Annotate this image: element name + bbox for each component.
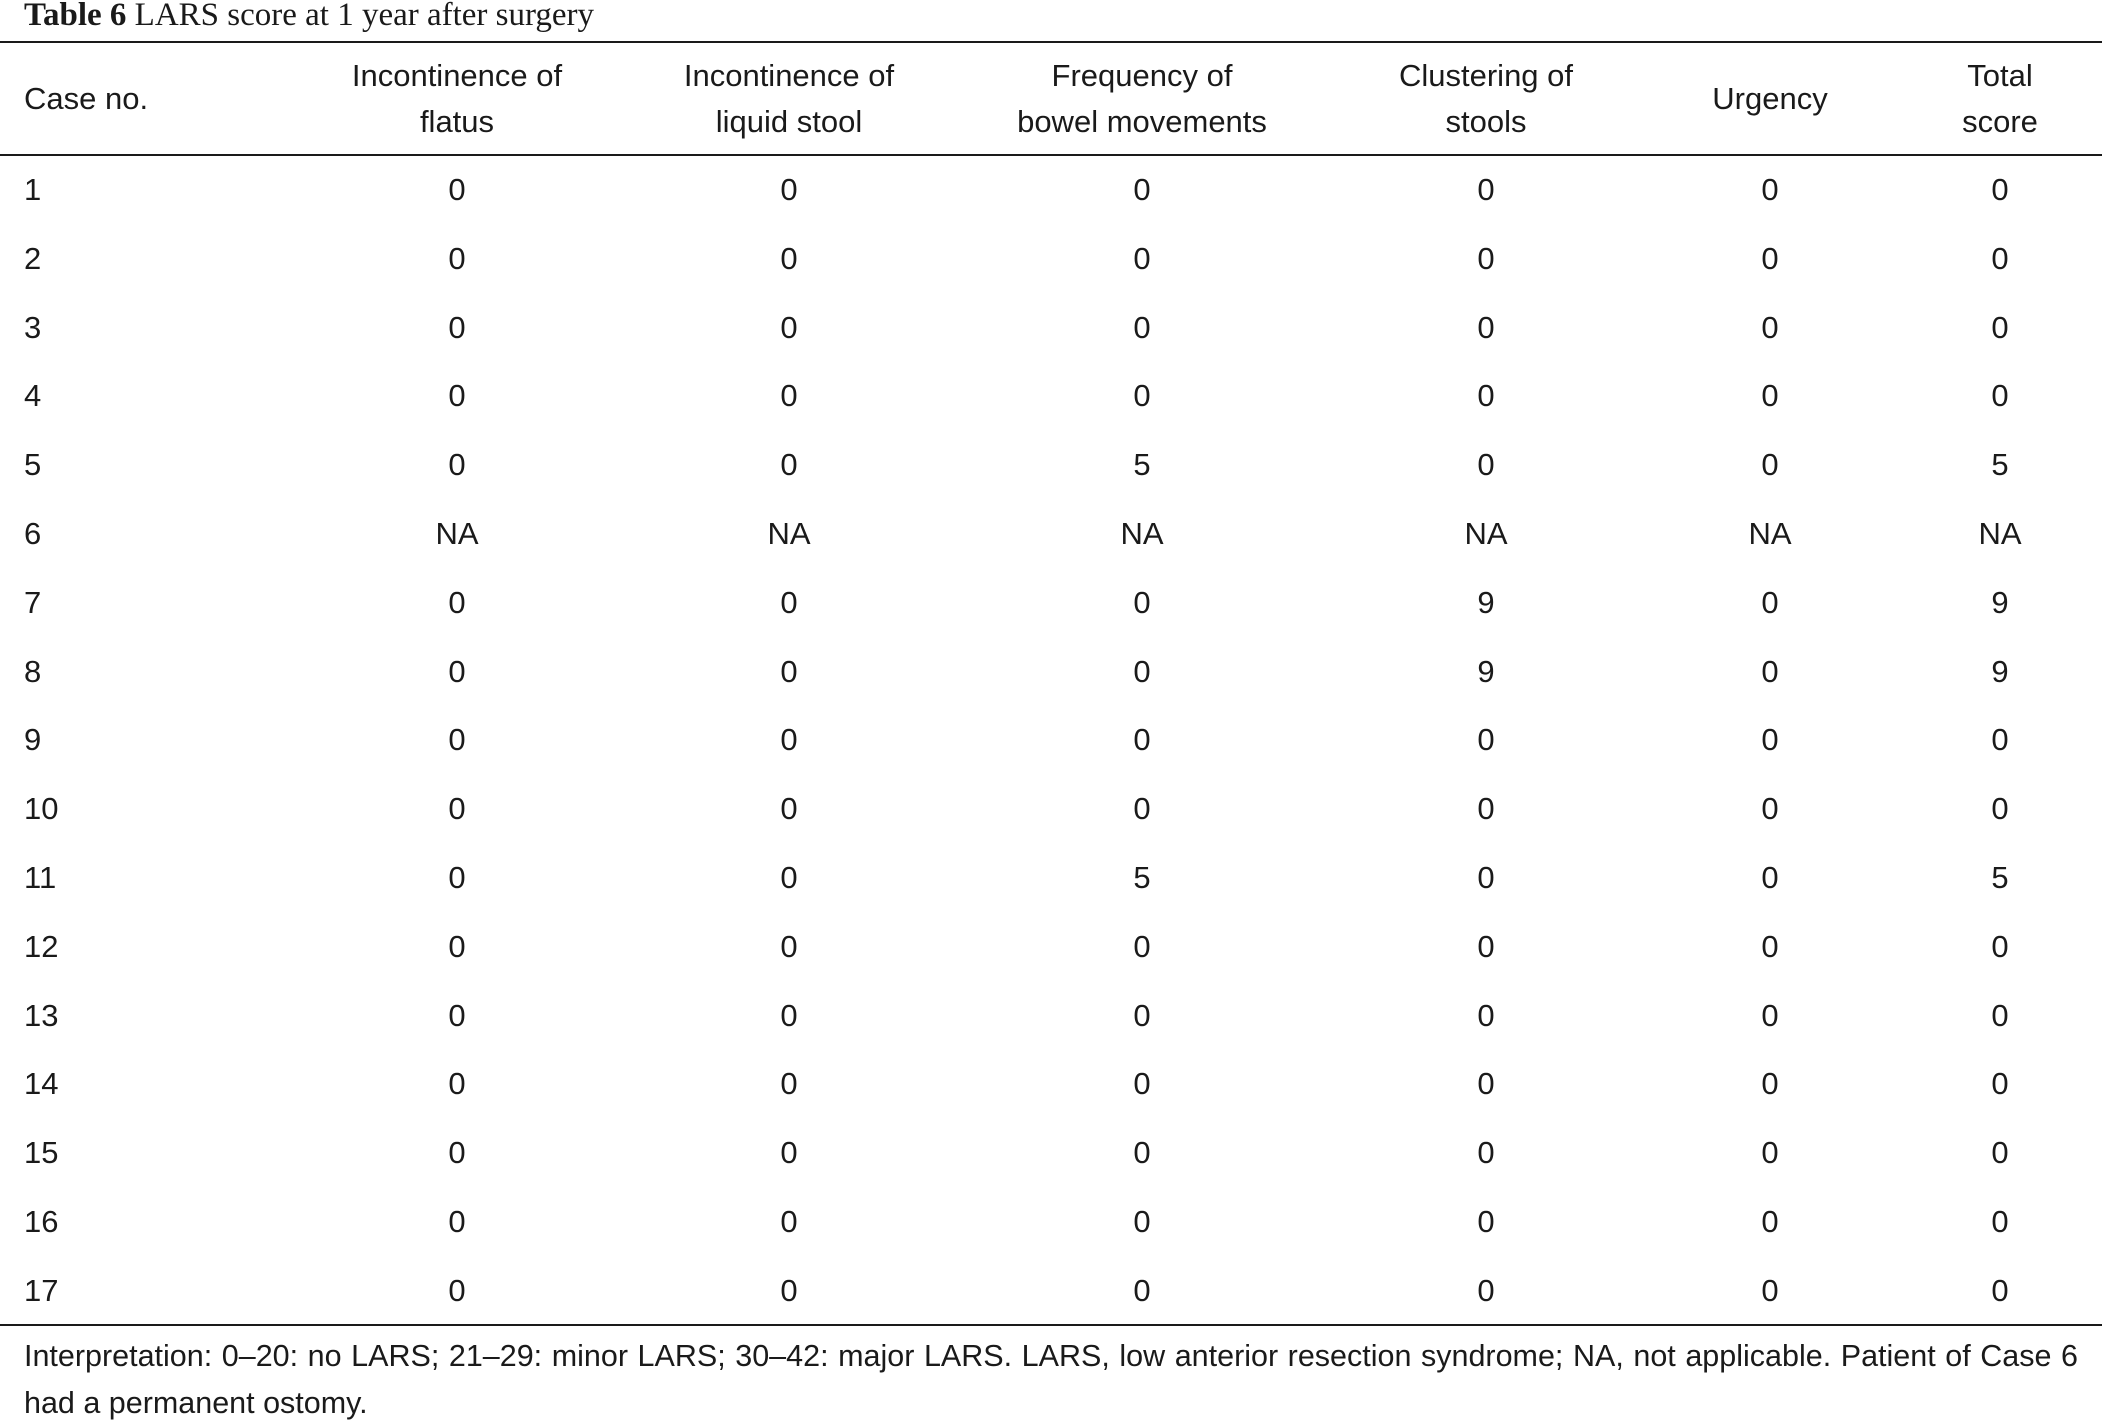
cell-case-no: 7 bbox=[24, 584, 42, 620]
cell-urgency: 0 bbox=[1761, 447, 1779, 483]
table-header-row bbox=[0, 43, 2102, 155]
cell-urgency: 0 bbox=[1761, 722, 1779, 758]
cell-incontinence-flatus: 0 bbox=[448, 378, 466, 414]
cell-case-no: 12 bbox=[24, 928, 59, 964]
cell-clustering-stools: 9 bbox=[1477, 653, 1495, 689]
cell-total-score: 0 bbox=[1991, 1135, 2009, 1171]
header-frequency-bowel-movements: Frequency of bowel movements bbox=[1017, 58, 1267, 139]
cell-case-no: 10 bbox=[24, 791, 59, 827]
cell-incontinence-liquid-stool: 0 bbox=[780, 722, 798, 758]
header-clustering-stools: Clustering of stools bbox=[1398, 58, 1574, 139]
header-urgency: Urgency bbox=[1712, 81, 1828, 116]
cell-total-score: 0 bbox=[1991, 1203, 2009, 1239]
cell-frequency-bowel-movements: 0 bbox=[1133, 1203, 1151, 1239]
cell-clustering-stools: 9 bbox=[1477, 584, 1495, 620]
cell-case-no: 1 bbox=[24, 172, 42, 207]
header-total-score: Total score bbox=[1962, 58, 2038, 139]
cell-incontinence-liquid-stool: 0 bbox=[780, 653, 798, 689]
cell-clustering-stools: 0 bbox=[1477, 309, 1495, 345]
cell-incontinence-flatus: 0 bbox=[448, 240, 466, 276]
cell-frequency-bowel-movements: 0 bbox=[1133, 1272, 1151, 1308]
cell-case-no: 8 bbox=[24, 653, 42, 689]
cell-frequency-bowel-movements: 0 bbox=[1133, 1066, 1151, 1102]
cell-urgency: 0 bbox=[1761, 997, 1779, 1033]
cell-urgency: 0 bbox=[1761, 1135, 1779, 1171]
cell-clustering-stools: 0 bbox=[1477, 1135, 1495, 1171]
cell-clustering-stools: 0 bbox=[1477, 172, 1495, 207]
cell-urgency: NA bbox=[1748, 515, 1792, 551]
cell-incontinence-flatus: NA bbox=[435, 515, 479, 551]
cell-incontinence-liquid-stool: NA bbox=[767, 515, 811, 551]
cell-case-no: 14 bbox=[24, 1066, 59, 1102]
cell-incontinence-liquid-stool: 0 bbox=[780, 928, 798, 964]
cell-total-score: 5 bbox=[1991, 447, 2009, 483]
table-row bbox=[0, 844, 2102, 913]
cell-incontinence-flatus: 0 bbox=[448, 859, 466, 895]
cell-incontinence-flatus: 0 bbox=[448, 1203, 466, 1239]
cell-total-score: 0 bbox=[1991, 309, 2009, 345]
cell-clustering-stools: 0 bbox=[1477, 1066, 1495, 1102]
cell-clustering-stools: 0 bbox=[1477, 859, 1495, 895]
cell-total-score: 9 bbox=[1991, 584, 2009, 620]
cell-incontinence-flatus: 0 bbox=[448, 309, 466, 345]
cell-total-score: 9 bbox=[1991, 653, 2009, 689]
table-row bbox=[0, 500, 2102, 569]
table-row bbox=[0, 1119, 2102, 1188]
cell-urgency: 0 bbox=[1761, 1066, 1779, 1102]
cell-total-score: 0 bbox=[1991, 791, 2009, 827]
table-row bbox=[0, 362, 2102, 431]
table-title: LARS score at 1 year after surgery bbox=[134, 0, 595, 33]
cell-frequency-bowel-movements: 0 bbox=[1133, 997, 1151, 1033]
table-body bbox=[0, 156, 2102, 1326]
cell-frequency-bowel-movements: 0 bbox=[1133, 722, 1151, 758]
cell-incontinence-liquid-stool: 0 bbox=[780, 791, 798, 827]
cell-incontinence-flatus: 0 bbox=[448, 172, 466, 207]
cell-frequency-bowel-movements: 0 bbox=[1133, 653, 1151, 689]
cell-incontinence-liquid-stool: 0 bbox=[780, 172, 798, 207]
cell-incontinence-liquid-stool: 0 bbox=[780, 859, 798, 895]
cell-frequency-bowel-movements: 0 bbox=[1133, 791, 1151, 827]
cell-total-score: NA bbox=[1978, 515, 2022, 551]
cell-incontinence-liquid-stool: 0 bbox=[780, 378, 798, 414]
cell-urgency: 0 bbox=[1761, 584, 1779, 620]
table-row bbox=[0, 775, 2102, 844]
table-row bbox=[0, 156, 2102, 225]
cell-incontinence-flatus: 0 bbox=[448, 791, 466, 827]
table-row bbox=[0, 706, 2102, 775]
cell-incontinence-flatus: 0 bbox=[448, 584, 466, 620]
cell-case-no: 13 bbox=[24, 997, 59, 1033]
table-row bbox=[0, 982, 2102, 1051]
header-incontinence-flatus: Incontinence of flatus bbox=[351, 58, 563, 139]
lars-score-table bbox=[0, 43, 2102, 1308]
cell-case-no: 4 bbox=[24, 378, 42, 414]
table-row bbox=[0, 1050, 2102, 1119]
cell-case-no: 11 bbox=[24, 859, 57, 895]
cell-total-score: 5 bbox=[1991, 859, 2009, 895]
cell-case-no: 16 bbox=[24, 1203, 59, 1239]
cell-urgency: 0 bbox=[1761, 928, 1779, 964]
cell-frequency-bowel-movements: 0 bbox=[1133, 172, 1151, 207]
cell-frequency-bowel-movements: 0 bbox=[1133, 928, 1151, 964]
table-footnote: Interpretation: 0–20: no LARS; 21–29: minor LARS; 30–42: major LARS. LARS, low anterior resection syndrome; NA, not applicable. Patient of Case 6 had a permanent ostomy. bbox=[24, 1339, 2078, 1420]
table-row bbox=[0, 569, 2102, 638]
cell-incontinence-liquid-stool: 0 bbox=[780, 584, 798, 620]
cell-total-score: 0 bbox=[1991, 1066, 2009, 1102]
cell-clustering-stools: 0 bbox=[1477, 1203, 1495, 1239]
cell-incontinence-liquid-stool: 0 bbox=[780, 447, 798, 483]
cell-case-no: 3 bbox=[24, 309, 42, 345]
cell-incontinence-liquid-stool: 0 bbox=[780, 1203, 798, 1239]
cell-urgency: 0 bbox=[1761, 378, 1779, 414]
cell-frequency-bowel-movements: 0 bbox=[1133, 1135, 1151, 1171]
cell-incontinence-flatus: 0 bbox=[448, 1135, 466, 1171]
cell-incontinence-flatus: 0 bbox=[448, 447, 466, 483]
cell-frequency-bowel-movements: 5 bbox=[1133, 859, 1151, 895]
cell-frequency-bowel-movements: 0 bbox=[1133, 584, 1151, 620]
cell-frequency-bowel-movements: 0 bbox=[1133, 309, 1151, 345]
header-incontinence-liquid-stool: Incontinence of liquid stool bbox=[683, 58, 895, 139]
cell-incontinence-liquid-stool: 0 bbox=[780, 1135, 798, 1171]
table-row bbox=[0, 1257, 2102, 1326]
table-row bbox=[0, 431, 2102, 500]
cell-urgency: 0 bbox=[1761, 1203, 1779, 1239]
cell-clustering-stools: 0 bbox=[1477, 722, 1495, 758]
table-row bbox=[0, 638, 2102, 707]
cell-clustering-stools: 0 bbox=[1477, 1272, 1495, 1308]
cell-case-no: 9 bbox=[24, 722, 42, 758]
cell-urgency: 0 bbox=[1761, 791, 1779, 827]
cell-incontinence-liquid-stool: 0 bbox=[780, 997, 798, 1033]
cell-frequency-bowel-movements: NA bbox=[1120, 515, 1164, 551]
cell-total-score: 0 bbox=[1991, 1272, 2009, 1308]
cell-clustering-stools: 0 bbox=[1477, 378, 1495, 414]
cell-clustering-stools: 0 bbox=[1477, 928, 1495, 964]
table-row bbox=[0, 1188, 2102, 1257]
cell-clustering-stools: 0 bbox=[1477, 447, 1495, 483]
cell-incontinence-liquid-stool: 0 bbox=[780, 1066, 798, 1102]
cell-urgency: 0 bbox=[1761, 172, 1779, 207]
cell-frequency-bowel-movements: 0 bbox=[1133, 240, 1151, 276]
cell-clustering-stools: NA bbox=[1464, 515, 1508, 551]
cell-urgency: 0 bbox=[1761, 240, 1779, 276]
cell-incontinence-flatus: 0 bbox=[448, 997, 466, 1033]
cell-urgency: 0 bbox=[1761, 1272, 1779, 1308]
table-row bbox=[0, 225, 2102, 294]
cell-clustering-stools: 0 bbox=[1477, 997, 1495, 1033]
cell-incontinence-flatus: 0 bbox=[448, 722, 466, 758]
cell-total-score: 0 bbox=[1991, 722, 2009, 758]
cell-total-score: 0 bbox=[1991, 928, 2009, 964]
cell-frequency-bowel-movements: 0 bbox=[1133, 378, 1151, 414]
table-row bbox=[0, 294, 2102, 363]
cell-case-no: 2 bbox=[24, 240, 42, 276]
cell-case-no: 17 bbox=[24, 1272, 59, 1308]
header-case-no: Case no. bbox=[24, 81, 149, 116]
cell-frequency-bowel-movements: 5 bbox=[1133, 447, 1151, 483]
cell-incontinence-flatus: 0 bbox=[448, 1066, 466, 1102]
cell-clustering-stools: 0 bbox=[1477, 791, 1495, 827]
cell-case-no: 6 bbox=[24, 515, 42, 551]
cell-urgency: 0 bbox=[1761, 653, 1779, 689]
cell-urgency: 0 bbox=[1761, 859, 1779, 895]
table-caption bbox=[24, 0, 594, 36]
cell-case-no: 15 bbox=[24, 1135, 59, 1171]
cell-incontinence-flatus: 0 bbox=[448, 653, 466, 689]
cell-total-score: 0 bbox=[1991, 240, 2009, 276]
cell-case-no: 5 bbox=[24, 447, 42, 483]
cell-clustering-stools: 0 bbox=[1477, 240, 1495, 276]
cell-urgency: 0 bbox=[1761, 309, 1779, 345]
cell-incontinence-liquid-stool: 0 bbox=[780, 1272, 798, 1308]
cell-incontinence-flatus: 0 bbox=[448, 928, 466, 964]
cell-total-score: 0 bbox=[1991, 997, 2009, 1033]
cell-incontinence-liquid-stool: 0 bbox=[780, 240, 798, 276]
cell-total-score: 0 bbox=[1991, 172, 2009, 207]
table-label: Table 6 bbox=[24, 0, 127, 33]
cell-total-score: 0 bbox=[1991, 378, 2009, 414]
table-row bbox=[0, 913, 2102, 982]
cell-incontinence-flatus: 0 bbox=[448, 1272, 466, 1308]
cell-incontinence-liquid-stool: 0 bbox=[780, 309, 798, 345]
